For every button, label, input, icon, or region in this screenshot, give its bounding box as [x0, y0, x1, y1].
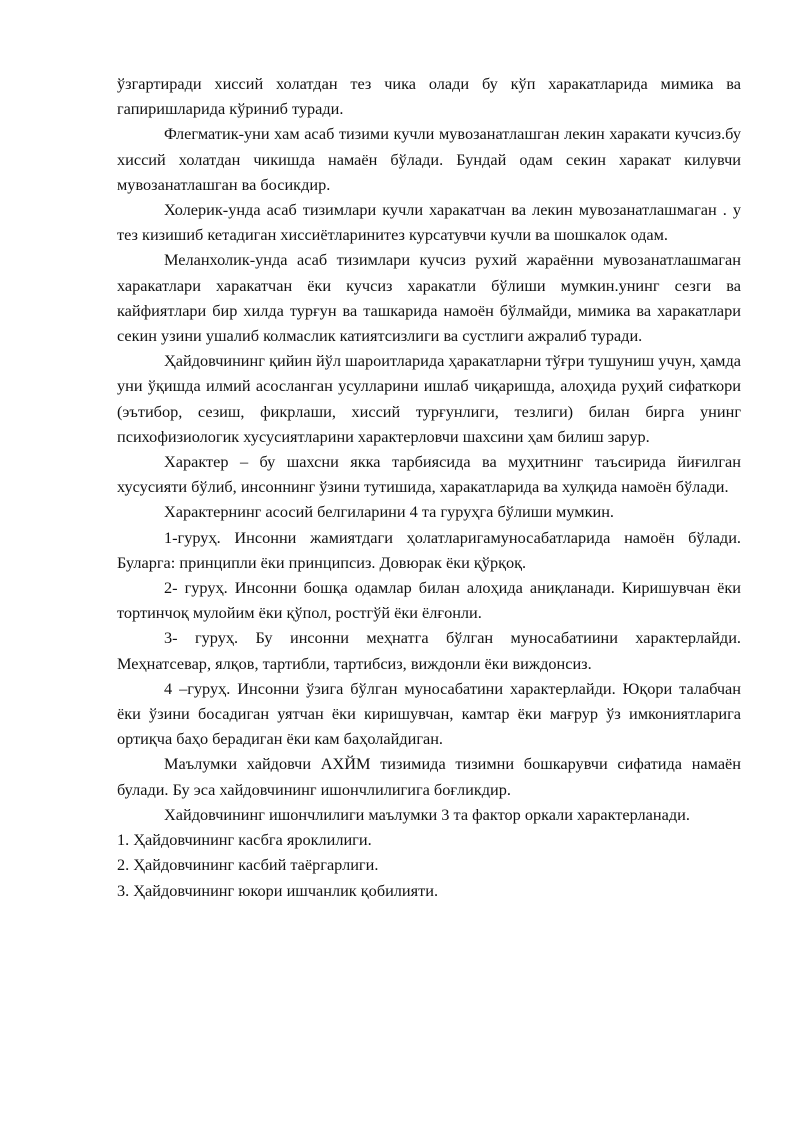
paragraph-group-3: 3- гуруҳ. Бу инсонни меҳнатга бўлган муносабатиини характерлайди. Меҳнатсевар, ялқов, тартибли, тартибсиз, виждонли ёки виждонсиз. [117, 628, 741, 673]
list-item: 3. Ҳайдовчининг юкори ишчанлик қобилияти. [117, 880, 439, 900]
paragraph-character-groups: Характернинг асосий белгиларини 4 та гуруҳга бўлиши мумкин. [164, 502, 614, 522]
list-item: 2. Ҳайдовчининг касбий таёргарлиги. [117, 855, 379, 875]
paragraph-group-2: 2- гуруҳ. Инсонни бошқа одамлар билан алоҳида аниқланади. Киришувчан ёки тортинчоқ мулойим ёки қўпол, ростгўй ёки ёлғонли. [117, 578, 741, 623]
paragraph-driver-qualities: Ҳайдовчининг қийин йўл шароитларида ҳаракатларни тўғри тушуниш учун, ҳамда уни ўқишда илмий асосланган усулларини ишлаб чиқаришда, алоҳида руҳий сифаткори (эътибор, сезиш, фикрлаши, хиссий турғунлиги, тезлиги) билан бирга унинг психофизиологик хусусиятларини характерловчи шахсини ҳам билиш зарур. [117, 351, 741, 446]
paragraph-phlegmatic: Флегматик-уни хам асаб тизими кучли мувозанатлашган лекин харакати кучсиз.бу хиссий холатдан чикишда намаён бўлади. Бундай одам секин харакат килувчи мувозанатлашган ва босикдир. [117, 124, 741, 194]
paragraph-reliability: Хайдовчининг ишончлилиги маълумки 3 та фактор оркали характерланади. [164, 804, 690, 824]
paragraph-driver-system: Маълумки хайдовчи АХЙМ тизимида тизимни бошкарувчи сифатида намаён булади. Бу эса хайдовчининг ишончлилигига боғликдир. [117, 754, 741, 799]
paragraph-choleric: Холерик-унда асаб тизимлари кучли харакатчан ва лекин мувозанатлашмаган . у тез кизишиб кетадиган хиссиётларинитез курсатувчи кучли ва шошкалок одам. [117, 200, 741, 245]
paragraph-melancholic: Меланхолик-унда асаб тизимлари кучсиз рухий жараённи мувозанатлашмаган харакатлари харакатчан ёки кучсиз харакатли бўлиши мумкин.унинг сезги ва кайфиятлари бир хилда турғун ва ташкарида намоён бўлмайди, мимика ва харакатлари секин узини ушалиб колмаслик катиятсизлиги ва сустлиги ажралиб туради. [117, 250, 741, 346]
paragraph-group-1: 1-гуруҳ. Инсонни жамиятдаги ҳолатларигамуносабатларида намоён бўлади. Буларга: принципли ёки принципсиз. Довюрак ёки қўрқоқ. [117, 527, 741, 572]
document-page [117, 71, 741, 903]
paragraph-continuation: ўзгартиради хиссий холатдан тез чика олади бу кўп харакатларида мимика ва гапиришларида кўриниб туради. [117, 74, 741, 119]
list-item: 1. Ҳайдовчининг касбга яроклилиги. [117, 830, 372, 850]
paragraph-group-4: 4 –гуруҳ. Инсонни ўзига бўлган муносабатини характерлайди. Юқори талабчан ёки ўзини босадиган уятчан ёки киришувчан, камтар ёки мағрур ўз имкониятларига ортиқча баҳо берадиган ёки кам баҳолайдиган. [117, 678, 741, 749]
paragraph-character-definition: Характер – бу шахсни якка тарбиясида ва муҳитнинг таъсирида йиғилган хусусияти бўлиб, инсоннинг ўзини тутишида, харакатларида ва хулқида намоён бўлади. [117, 452, 741, 497]
